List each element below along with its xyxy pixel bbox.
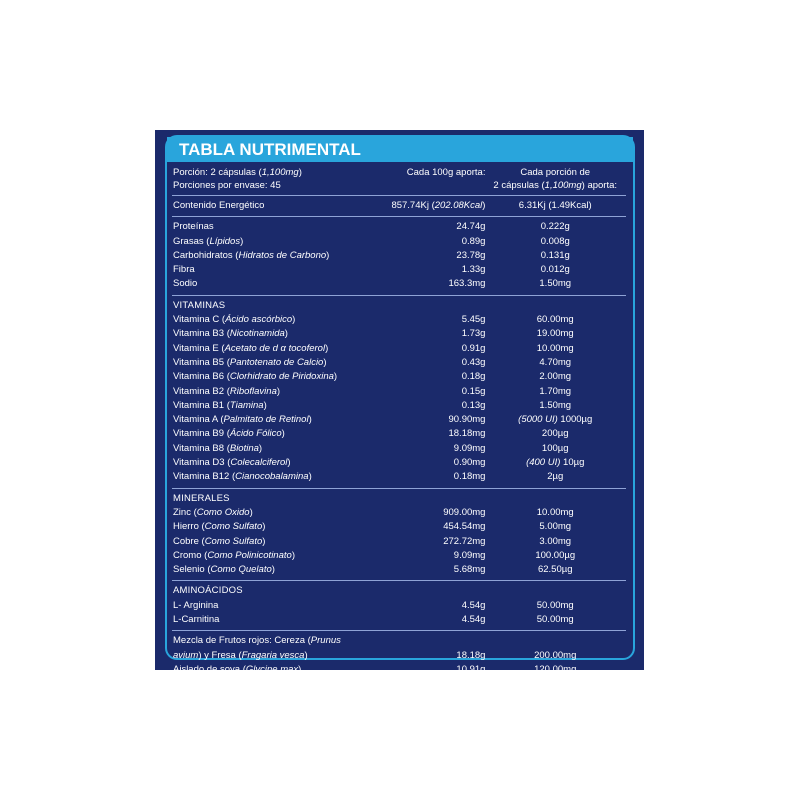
nutrient-source: Como Sulfato (204, 521, 263, 533)
vitamin-row-portion (485, 342, 625, 356)
nutrient-source: Pantotenato de Calcio (229, 356, 324, 368)
mineral-row-label (173, 520, 370, 534)
vitamin-row-per100: 0.18mg (453, 471, 486, 483)
vitamin-row-per100: 9.09mg (453, 442, 486, 454)
vitamin-row-label (173, 413, 370, 427)
section-title-aminos: AMINOÁCIDOS (173, 585, 243, 597)
macro-row-label (173, 235, 370, 249)
portion-value: 60.00mg (536, 314, 574, 326)
amino-row (173, 599, 625, 613)
vitamin-row-label (173, 456, 370, 470)
nutrient-close: ) (276, 385, 281, 397)
vitamin-row-per100: 0.18g (461, 371, 486, 383)
column-header-100g: Cada 100g aporta: (406, 167, 486, 178)
nutrient-close: ) (258, 442, 263, 454)
vitamin-row-portion (485, 456, 625, 470)
berries-portion: 200.00mg (534, 649, 577, 661)
vitamin-row (173, 470, 625, 484)
portion-value: 62.50µg (537, 564, 573, 576)
nutrient-close: ) (308, 471, 312, 483)
divider (172, 295, 626, 296)
nutrient-close: ) (333, 371, 338, 383)
vitamin-row (173, 327, 625, 341)
vitamin-row-label (173, 313, 370, 327)
macro-row-per100: 24.74g (456, 221, 486, 233)
mineral-row-label (173, 535, 370, 549)
portion-value: 10µg (560, 457, 585, 469)
vitamin-row (173, 313, 625, 327)
section-title-minerals: MINERALES (173, 492, 230, 504)
minerals-section (173, 506, 625, 577)
portion-value: 10.00mg (536, 506, 574, 518)
macro-row-label (173, 220, 370, 234)
mineral-row-label (173, 549, 370, 563)
nutrient-name: L-Carnitina (173, 614, 220, 626)
nutrient-source: Lípidos (209, 235, 241, 247)
nutrient-close: ) (262, 535, 266, 547)
divider (172, 488, 626, 489)
amino-row-label (173, 599, 370, 613)
table-content (173, 167, 625, 677)
portion-iu: (400 UI) (526, 457, 561, 469)
vitamin-row-per100: 0.13g (461, 399, 486, 411)
berries-row-line2: avium) y Fresa (Fragaria vesca) 18.18g 200.00mg (173, 649, 625, 663)
nutrient-source: Riboflavina (229, 385, 277, 397)
nutrient-name: Vitamina A ( (173, 414, 224, 426)
mineral-row (173, 549, 625, 563)
nutrient-close: ) (326, 249, 330, 261)
portion-value: 100µg (541, 442, 569, 454)
portion-value: 0.222g (540, 221, 570, 233)
vitamins-section (173, 313, 625, 485)
nutrient-source: Como Quelato (210, 564, 272, 576)
mineral-row-label (173, 563, 370, 577)
mineral-row-portion (485, 535, 625, 549)
mineral-row-per100: 9.09mg (453, 549, 486, 561)
mineral-row-portion (485, 506, 625, 520)
mineral-row-per100: 909.00mg (443, 506, 486, 518)
mineral-row-per100: 5.68mg (453, 564, 486, 576)
vitamin-row (173, 399, 625, 413)
mineral-row (173, 520, 625, 534)
vitamin-row-per100: 18.18mg (448, 428, 486, 440)
macro-row-per100: 1.33g (461, 264, 486, 276)
vitamin-row (173, 442, 625, 456)
vitamin-row-per100: 90.90mg (448, 414, 486, 426)
portion-value: 2.00mg (539, 371, 572, 383)
soy-per100: 10.91g (456, 663, 486, 675)
portion-value: 10.00mg (536, 342, 574, 354)
macro-row-portion (485, 249, 625, 263)
vitamin-row (173, 385, 625, 399)
vitamin-row (173, 356, 625, 370)
macro-row (173, 277, 625, 291)
portion-value: 200µg (541, 428, 569, 440)
macro-row-per100: 163.3mg (448, 278, 486, 290)
vitamin-row (173, 342, 625, 356)
nutrient-name: Carbohidratos ( (173, 249, 239, 261)
nutrient-close: ) (240, 235, 244, 247)
vitamin-row-label (173, 470, 370, 484)
portion-value: 50.00mg (536, 614, 574, 626)
nutrient-name: Vitamina B3 ( (173, 328, 230, 340)
portion-value: 100.00µg (535, 549, 576, 561)
portion-value: 1.50mg (539, 399, 572, 411)
energy-portion: 6.31Kj (1.49Kcal) (518, 200, 592, 211)
vitamin-row-portion (485, 370, 625, 384)
macro-row-portion (485, 277, 625, 291)
nutrient-name: Vitamina D3 ( (173, 457, 231, 469)
mineral-row-portion (485, 520, 625, 534)
nutrient-name: Cobre ( (173, 535, 205, 547)
nutrient-source: Clorhidrato de Piridoxina (229, 371, 334, 383)
portion-value: 19.00mg (536, 328, 574, 340)
nutrient-name: Vitamina B9 ( (173, 428, 230, 440)
amino-row (173, 613, 625, 627)
servings-per-container: Porciones por envase: 45 (173, 179, 281, 191)
vitamin-row-portion (485, 470, 625, 484)
vitamin-row-label (173, 399, 370, 413)
nutrient-close: ) (249, 506, 253, 518)
mineral-row-portion (485, 549, 625, 563)
amino-row-label (173, 613, 370, 627)
portion-value: 4.70mg (539, 356, 572, 368)
soy-row: Aislado de soya (Glycine max) 10.91g 120.00mg (173, 663, 625, 677)
nutrient-close: ) (271, 564, 275, 576)
vitamin-row-portion (485, 327, 625, 341)
nutrient-name: Fibra (173, 264, 195, 276)
nutrient-source: Como Oxido (196, 506, 250, 518)
portion-value: 3.00mg (539, 535, 572, 547)
nutrient-name: Selenio ( (173, 564, 211, 576)
nutrient-name: L- Arginina (173, 599, 219, 611)
mineral-row-portion (485, 563, 625, 577)
nutrient-close: ) (262, 521, 266, 533)
divider (172, 580, 626, 581)
portion-value: 1.70mg (539, 385, 572, 397)
nutrient-source: Tiamina (229, 399, 264, 411)
nutrient-name: Vitamina E ( (173, 342, 225, 354)
macro-row (173, 263, 625, 277)
portion-iu: (5000 UI) (518, 414, 558, 426)
amino-row-per100: 4.54g (461, 614, 486, 626)
vitamin-row-per100: 0.90mg (453, 457, 486, 469)
amino-row-per100: 4.54g (461, 599, 486, 611)
macro-row-per100: 0.89g (461, 235, 486, 247)
macro-row (173, 249, 625, 263)
nutrient-source: Hidratos de Carbono (238, 249, 327, 261)
macro-row-per100: 23.78g (456, 249, 486, 261)
portion-value: 0.131g (540, 249, 570, 261)
nutrient-source: Ácido ascórbico (225, 314, 293, 326)
macros-section (173, 220, 625, 291)
vitamin-row-label (173, 356, 370, 370)
portion-value: 1000µg (557, 414, 593, 426)
vitamin-row-portion (485, 399, 625, 413)
portion-value: 5.00mg (539, 521, 572, 533)
macro-row-label (173, 277, 370, 291)
nutrient-name: Vitamina B1 ( (173, 399, 230, 411)
vitamin-row (173, 427, 625, 441)
vitamin-row-per100: 5.45g (461, 314, 486, 326)
vitamin-row-label (173, 370, 370, 384)
portion-value: 0.012g (540, 264, 570, 276)
divider (172, 216, 626, 217)
vitamin-row-per100: 0.91g (461, 342, 486, 354)
macro-row-label (173, 263, 370, 277)
serving-size: Porción: 2 cápsulas (1,100mg) (173, 167, 302, 178)
vitamin-row-label (173, 342, 370, 356)
vitamin-row-portion (485, 427, 625, 441)
vitamin-row-per100: 0.15g (461, 385, 486, 397)
macro-row (173, 235, 625, 249)
portion-value: 0.008g (540, 235, 570, 247)
nutrient-close: ) (308, 414, 312, 426)
nutrient-source: Colecalciferol (230, 457, 288, 469)
portion-value: 1.50mg (539, 278, 572, 290)
aminos-section (173, 599, 625, 628)
macro-row-portion (485, 235, 625, 249)
nutrient-close: ) (287, 457, 291, 469)
table-title: TABLA NUTRIMENTAL (167, 137, 633, 162)
mineral-row-per100: 272.72mg (443, 535, 486, 547)
nutrient-source: Como Polinicotinato (207, 549, 292, 561)
nutrient-name: Vitamina C ( (173, 314, 226, 326)
nutrition-table (165, 135, 635, 675)
amino-row-portion (485, 613, 625, 627)
nutrient-name: Vitamina B12 ( (173, 471, 236, 483)
energy-per100: 857.74Kj (202.08Kcal) (391, 200, 486, 211)
nutrient-close: ) (281, 428, 285, 440)
serving-header (173, 167, 625, 192)
mineral-row-per100: 454.54mg (443, 521, 486, 533)
berries-per100: 18.18g (456, 649, 486, 661)
macro-row-label (173, 249, 370, 263)
vitamin-row-label (173, 427, 370, 441)
nutrient-source: Ácido Fólico (229, 428, 282, 440)
nutrient-name: Proteínas (173, 221, 214, 233)
vitamin-row-label (173, 442, 370, 456)
vitamin-row (173, 456, 625, 470)
nutrient-source: Biotina (229, 442, 259, 454)
nutrient-close: ) (284, 328, 288, 340)
vitamin-row-per100: 1.73g (461, 328, 486, 340)
section-title-vitamins: VITAMINAS (173, 299, 226, 311)
vitamin-row-portion (485, 313, 625, 327)
vitamin-row-per100: 0.43g (461, 356, 486, 368)
macro-row-portion (485, 263, 625, 277)
nutrient-source: Cianocobalamina (235, 471, 309, 483)
nutrient-name: Hierro ( (173, 521, 205, 533)
nutrient-name: Grasas ( (173, 235, 210, 247)
nutrient-name: Vitamina B2 ( (173, 385, 230, 397)
nutrient-close: ) (292, 314, 296, 326)
nutrient-source: Nicotinamida (229, 328, 285, 340)
vitamin-row-portion (485, 356, 625, 370)
vitamin-row (173, 413, 625, 427)
mineral-row (173, 506, 625, 520)
vitamin-row (173, 370, 625, 384)
nutrient-name: Sodio (173, 278, 198, 290)
nutrient-close: ) (291, 549, 295, 561)
nutrient-name: Vitamina B5 ( (173, 356, 230, 368)
nutrient-name: Vitamina B8 ( (173, 442, 230, 454)
divider (172, 195, 626, 196)
portion-value: 50.00mg (536, 599, 574, 611)
macro-row-portion (485, 220, 625, 234)
divider (172, 630, 626, 631)
vitamin-row-portion (485, 413, 625, 427)
nutrient-close: ) (323, 356, 327, 368)
nutrient-name: Zinc ( (173, 506, 197, 518)
berries-row-line1: Mezcla de Frutos rojos: Cereza (Prunus (173, 635, 341, 647)
energy-label: Contenido Energético (173, 200, 265, 211)
column-header-portion: Cada porción de 2 cápsulas (1,100mg) aporta: (493, 167, 618, 191)
vitamin-row-label (173, 327, 370, 341)
portion-value: 2µg (547, 471, 564, 483)
nutrient-close: ) (325, 342, 329, 354)
mineral-row (173, 535, 625, 549)
nutrient-close: ) (263, 399, 267, 411)
nutrient-source: Acetato de d α tocoferol (224, 342, 326, 354)
nutrient-name: Vitamina B6 ( (173, 371, 230, 383)
amino-row-portion (485, 599, 625, 613)
vitamin-row-portion (485, 385, 625, 399)
nutrient-name: Cromo ( (173, 549, 208, 561)
nutrient-source: Como Sulfato (204, 535, 263, 547)
mineral-row-label (173, 506, 370, 520)
vitamin-row-label (173, 385, 370, 399)
macro-row (173, 220, 625, 234)
energy-row (173, 199, 625, 213)
soy-portion: 120.00mg (534, 663, 577, 675)
nutrient-source: Palmitato de Retinol (223, 414, 309, 426)
vitamin-row-portion (485, 442, 625, 456)
mineral-row (173, 563, 625, 577)
